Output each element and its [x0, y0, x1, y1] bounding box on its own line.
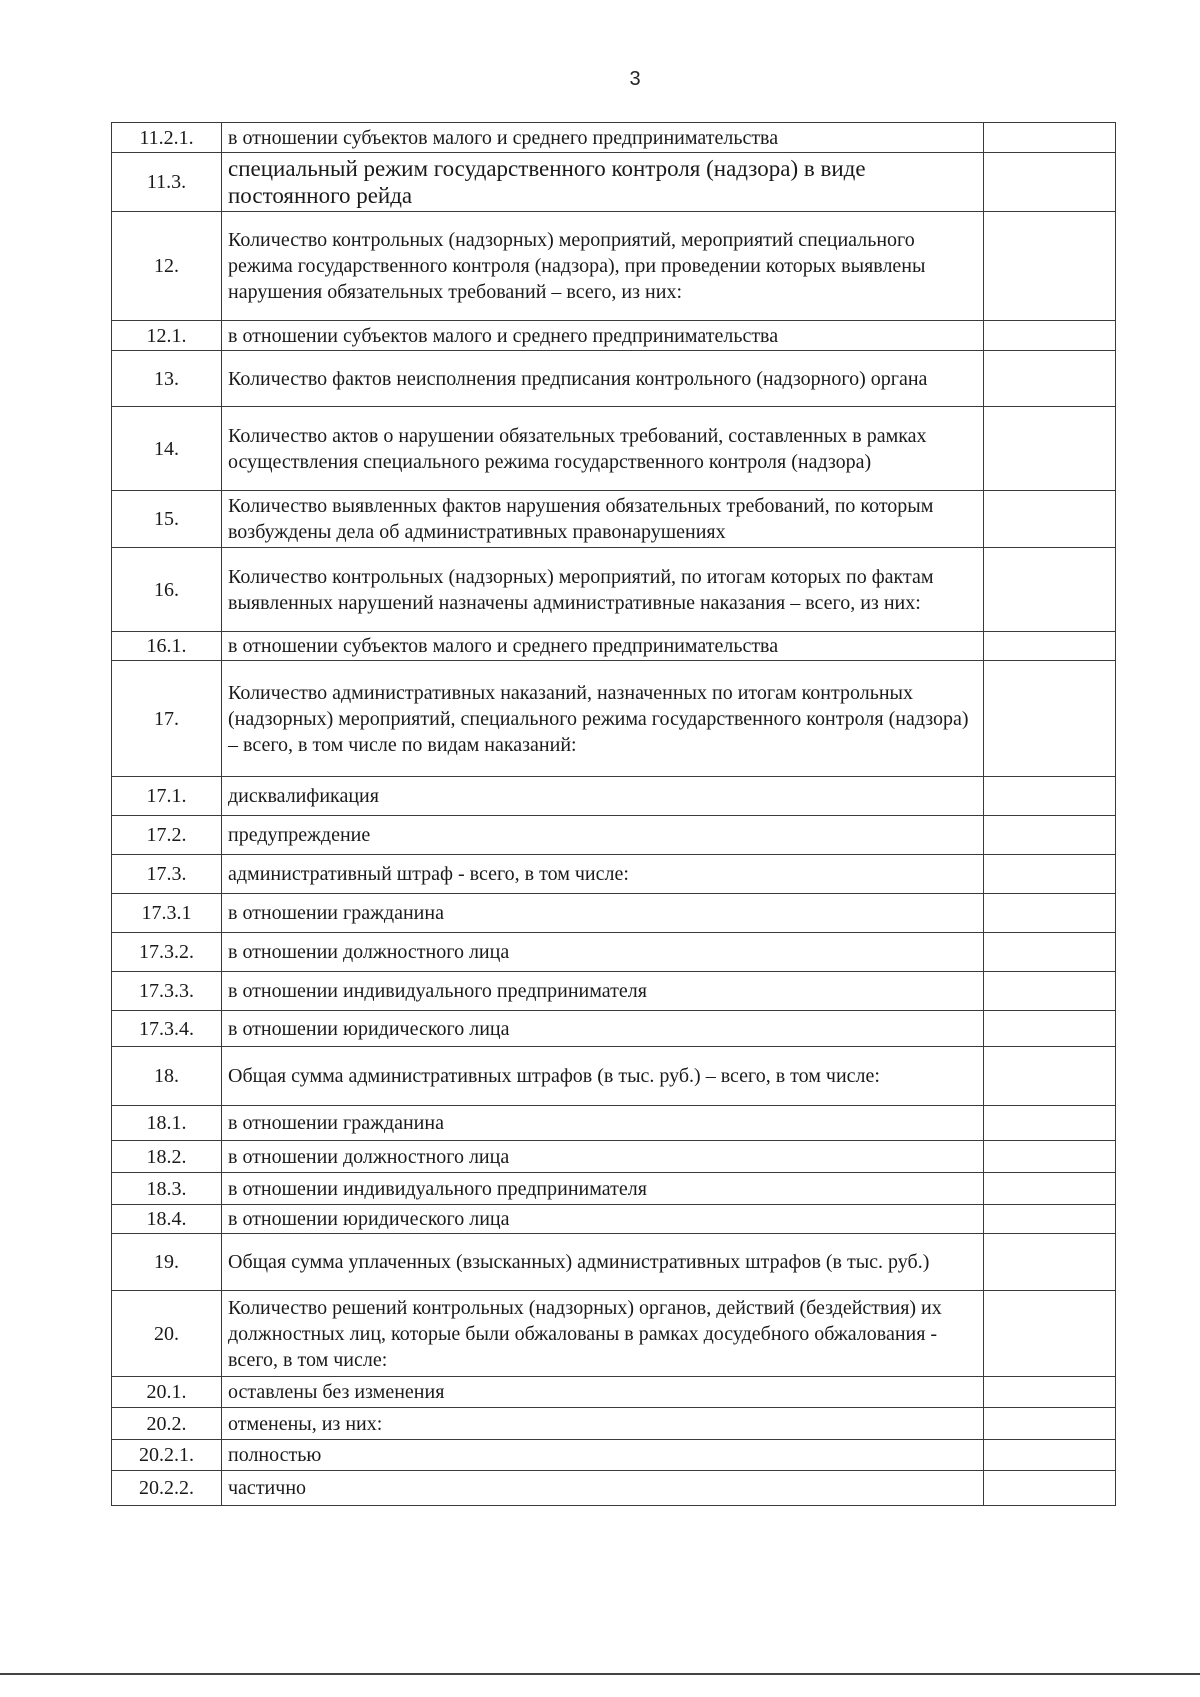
- table-row: [112, 1291, 1116, 1377]
- row-value[interactable]: [984, 777, 1116, 816]
- row-number: 12.1.: [112, 321, 222, 351]
- table-row: [112, 153, 1116, 212]
- row-number: 18.2.: [112, 1141, 222, 1173]
- table-row: [112, 661, 1116, 777]
- row-number: 20.2.: [112, 1408, 222, 1440]
- row-value[interactable]: [984, 855, 1116, 894]
- table-row: [112, 123, 1116, 153]
- table-row: [112, 1377, 1116, 1408]
- row-value[interactable]: [984, 972, 1116, 1011]
- report-table: [111, 122, 1116, 1506]
- row-value[interactable]: [984, 407, 1116, 491]
- row-number: 20.2.2.: [112, 1471, 222, 1506]
- row-description: дисквалификация: [222, 777, 984, 816]
- row-value[interactable]: [984, 816, 1116, 855]
- row-number: 20.: [112, 1291, 222, 1377]
- row-description: в отношении гражданина: [222, 1106, 984, 1141]
- row-description: в отношении гражданина: [222, 894, 984, 933]
- row-value[interactable]: [984, 1440, 1116, 1471]
- row-value[interactable]: [984, 548, 1116, 632]
- row-value[interactable]: [984, 321, 1116, 351]
- table-row: [112, 491, 1116, 548]
- row-number: 17.3.3.: [112, 972, 222, 1011]
- row-description: в отношении субъектов малого и среднего предпринимательства: [222, 321, 984, 351]
- table-row: [112, 933, 1116, 972]
- row-number: 17.3.1: [112, 894, 222, 933]
- table-row: [112, 1047, 1116, 1106]
- table-row: [112, 1011, 1116, 1047]
- table-row: [112, 1173, 1116, 1205]
- table-row: [112, 1205, 1116, 1234]
- row-value[interactable]: [984, 1047, 1116, 1106]
- table-row: [112, 321, 1116, 351]
- row-description: Количество выявленных фактов нарушения обязательных требований, по которым возбуждены дела об административных правонарушениях: [222, 491, 984, 548]
- row-value[interactable]: [984, 123, 1116, 153]
- row-description: в отношении субъектов малого и среднего предпринимательства: [222, 123, 984, 153]
- table-row: [112, 894, 1116, 933]
- page-bottom-rule: [0, 1673, 1200, 1675]
- table-row: [112, 1471, 1116, 1506]
- row-description: оставлены без изменения: [222, 1377, 984, 1408]
- row-value[interactable]: [984, 894, 1116, 933]
- row-number: 11.3.: [112, 153, 222, 212]
- table-row: [112, 1106, 1116, 1141]
- row-value[interactable]: [984, 632, 1116, 661]
- row-description: Количество контрольных (надзорных) мероприятий, мероприятий специального режима государственного контроля (надзора), при проведении которых выявлены нарушения обязательных требований – всего, из них:: [222, 212, 984, 321]
- row-number: 17.3.4.: [112, 1011, 222, 1047]
- row-description: полностью: [222, 1440, 984, 1471]
- row-value[interactable]: [984, 1408, 1116, 1440]
- row-number: 15.: [112, 491, 222, 548]
- row-number: 14.: [112, 407, 222, 491]
- row-description: в отношении должностного лица: [222, 933, 984, 972]
- table-row: [112, 1234, 1116, 1291]
- table-row: [112, 1408, 1116, 1440]
- row-number: 20.2.1.: [112, 1440, 222, 1471]
- table-row: [112, 212, 1116, 321]
- row-number: 17.1.: [112, 777, 222, 816]
- row-description: специальный режим государственного контроля (надзора) в виде постоянного рейда: [222, 153, 984, 212]
- row-number: 17.: [112, 661, 222, 777]
- row-description: в отношении должностного лица: [222, 1141, 984, 1173]
- row-value[interactable]: [984, 1011, 1116, 1047]
- row-value[interactable]: [984, 1141, 1116, 1173]
- row-description: Количество решений контрольных (надзорных) органов, действий (бездействия) их должностных лиц, которые были обжалованы в рамках досудебного обжалования - всего, в том числе:: [222, 1291, 984, 1377]
- row-description: Общая сумма уплаченных (взысканных) административных штрафов (в тыс. руб.): [222, 1234, 984, 1291]
- row-description: частично: [222, 1471, 984, 1506]
- row-description: в отношении индивидуального предпринимателя: [222, 1173, 984, 1205]
- row-number: 20.1.: [112, 1377, 222, 1408]
- row-value[interactable]: [984, 1106, 1116, 1141]
- row-description: отменены, из них:: [222, 1408, 984, 1440]
- row-number: 18.4.: [112, 1205, 222, 1234]
- row-number: 16.1.: [112, 632, 222, 661]
- table-row: [112, 855, 1116, 894]
- table-row: [112, 972, 1116, 1011]
- row-value[interactable]: [984, 491, 1116, 548]
- row-description: Количество фактов неисполнения предписания контрольного (надзорного) органа: [222, 351, 984, 407]
- row-description: Количество административных наказаний, назначенных по итогам контрольных (надзорных) мероприятий, специального режима государственного контроля (надзора) – всего, в том числе по видам наказаний:: [222, 661, 984, 777]
- row-description: в отношении юридического лица: [222, 1011, 984, 1047]
- page-number: 3: [629, 68, 641, 90]
- row-number: 17.3.: [112, 855, 222, 894]
- row-value[interactable]: [984, 1291, 1116, 1377]
- row-description: в отношении индивидуального предпринимателя: [222, 972, 984, 1011]
- row-description: Количество актов о нарушении обязательных требований, составленных в рамках осуществления специального режима государственного контроля (надзора): [222, 407, 984, 491]
- row-number: 18.3.: [112, 1173, 222, 1205]
- table-row: [112, 1141, 1116, 1173]
- table-row: [112, 548, 1116, 632]
- row-value[interactable]: [984, 1471, 1116, 1506]
- row-number: 17.3.2.: [112, 933, 222, 972]
- row-value[interactable]: [984, 212, 1116, 321]
- row-value[interactable]: [984, 351, 1116, 407]
- row-number: 18.: [112, 1047, 222, 1106]
- row-description: Количество контрольных (надзорных) мероприятий, по итогам которых по фактам выявленных нарушений назначены административные наказания – всего, из них:: [222, 548, 984, 632]
- row-description: в отношении юридического лица: [222, 1205, 984, 1234]
- table-row: [112, 351, 1116, 407]
- row-number: 13.: [112, 351, 222, 407]
- table-row: [112, 777, 1116, 816]
- row-number: 17.2.: [112, 816, 222, 855]
- row-description: административный штраф - всего, в том числе:: [222, 855, 984, 894]
- row-number: 19.: [112, 1234, 222, 1291]
- table-row: [112, 816, 1116, 855]
- row-value[interactable]: [984, 1205, 1116, 1234]
- row-value[interactable]: [984, 661, 1116, 777]
- row-number: 18.1.: [112, 1106, 222, 1141]
- row-description: предупреждение: [222, 816, 984, 855]
- row-description: Общая сумма административных штрафов (в тыс. руб.) – всего, в том числе:: [222, 1047, 984, 1106]
- row-number: 11.2.1.: [112, 123, 222, 153]
- row-value[interactable]: [984, 1377, 1116, 1408]
- table-row: [112, 1440, 1116, 1471]
- row-number: 16.: [112, 548, 222, 632]
- row-description: в отношении субъектов малого и среднего предпринимательства: [222, 632, 984, 661]
- row-value[interactable]: [984, 1234, 1116, 1291]
- table-row: [112, 407, 1116, 491]
- table-row: [112, 632, 1116, 661]
- row-number: 12.: [112, 212, 222, 321]
- row-value[interactable]: [984, 933, 1116, 972]
- row-value[interactable]: [984, 153, 1116, 212]
- row-value[interactable]: [984, 1173, 1116, 1205]
